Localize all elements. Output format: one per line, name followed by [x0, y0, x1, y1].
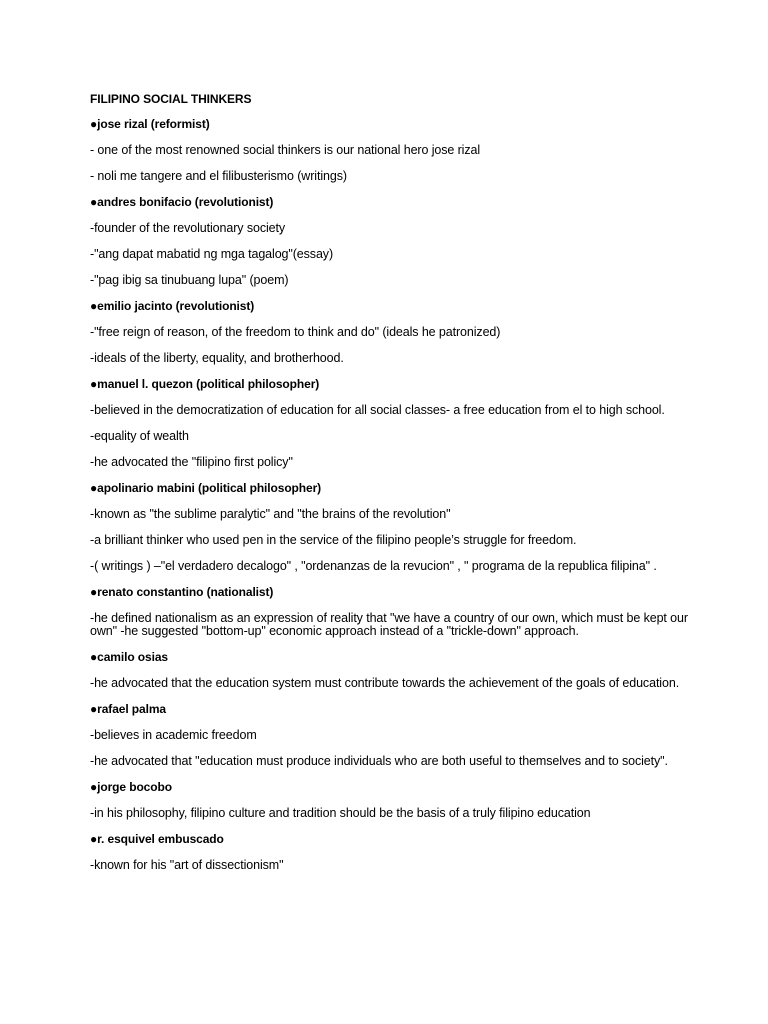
section-heading-manuel-quezon: ●manuel l. quezon (political philosopher): [90, 377, 320, 391]
section-line: -believes in academic freedom: [90, 728, 257, 742]
section-line: -founder of the revolutionary society: [90, 221, 286, 235]
section-line: -equality of wealth: [90, 429, 189, 443]
section-heading-jorge-bocobo: ●jorge bocobo: [90, 780, 172, 794]
section-line: -a brilliant thinker who used pen in the service of the filipino people’s struggle for freedom.: [90, 533, 577, 547]
section-heading-renato-constantino: ●renato constantino (nationalist): [90, 585, 274, 599]
section-line: -"pag ibig sa tinubuang lupa" (poem): [90, 273, 289, 287]
section-line: -believed in the democratization of education for all social classes- a free education from el to high school.: [90, 403, 665, 417]
section-heading-andres-bonifacio: ●andres bonifacio (revolutionist): [90, 195, 274, 209]
section-line: - noli me tangere and el filibusterismo (writings): [90, 169, 347, 183]
document-page: [90, 92, 690, 885]
section-line: -known as "the sublime paralytic" and "the brains of the revolution": [90, 507, 451, 521]
section-line: - one of the most renowned social thinkers is our national hero jose rizal: [90, 143, 481, 157]
section-line: -known for his "art of dissectionism": [90, 858, 284, 872]
section-heading-esquivel-embuscado: ●r. esquivel embuscado: [90, 832, 224, 846]
section-line: -"ang dapat mabatid ng mga tagalog"(essay): [90, 247, 334, 261]
document-title: FILIPINO SOCIAL THINKERS: [90, 92, 252, 106]
section-line: -he advocated that the education system must contribute towards the achievement of the goals of education.: [90, 676, 680, 690]
section-line: -he advocated the "filipino first policy": [90, 455, 293, 469]
section-line: -( writings ) –"el verdadero decalogo" , "ordenanzas de la revucion" , " programa de la republica filipina" .: [90, 559, 657, 573]
section-heading-jose-rizal: ●jose rizal (reformist): [90, 117, 210, 131]
section-line: -ideals of the liberty, equality, and brotherhood.: [90, 351, 344, 365]
section-heading-camilo-osias: ●camilo osias: [90, 650, 168, 664]
section-line: -he defined nationalism as an expression of reality that "we have a country of our own, which must be kept our own" -he suggested "bottom-up" economic approach instead of a "trickle-down" approach.: [90, 611, 688, 638]
section-line: -"free reign of reason, of the freedom to think and do" (ideals he patronized): [90, 325, 501, 339]
section-line: -in his philosophy, filipino culture and tradition should be the basis of a truly filipino education: [90, 806, 591, 820]
section-heading-apolinario-mabini: ●apolinario mabini (political philosopher): [90, 481, 322, 495]
section-heading-emilio-jacinto: ●emilio jacinto (revolutionist): [90, 299, 255, 313]
section-heading-rafael-palma: ●rafael palma: [90, 702, 166, 716]
section-line: -he advocated that "education must produce individuals who are both useful to themselves and to society".: [90, 754, 668, 768]
